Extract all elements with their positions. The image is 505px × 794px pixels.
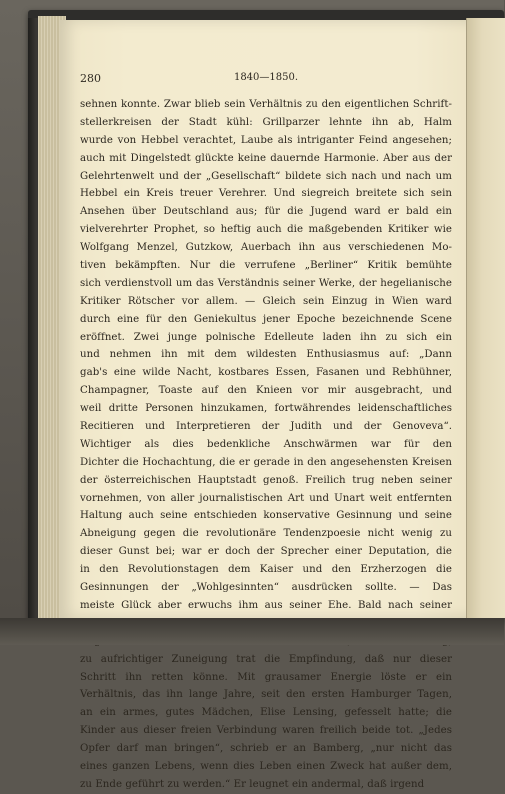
text-line: an ein armes, gutes Mädchen, Elise Lensing, gefesselt hatte; die	[80, 707, 452, 719]
text-line: Gesinnungen der „Wohlgesinnten“ ausdrücken sollte. — Das	[80, 582, 452, 594]
page-number: 280	[80, 72, 101, 85]
text-line: zu Ende geführt zu werden.“ Er leugnet ein andermal, daß irgend	[80, 778, 425, 790]
text-line: Schritt ihn retten könne. Mit grausamer Energie löste er ein	[80, 671, 452, 683]
text-line: Recitieren und Interpretieren der Judith und der Genoveva“.	[80, 421, 452, 433]
text-line: Hebbel ein Kreis treuer Verehrer. Und siegreich breitete sich sein	[80, 188, 452, 200]
text-line: und nehmen ihn mit dem wildesten Enthusiasmus auf: „Dann	[80, 349, 452, 361]
text-line: sich verdienstvoll um das Verständnis seiner Werke, der hegelianische	[80, 277, 452, 289]
text-line: meiste Glück aber erwuchs ihm aus seiner Ehe. Bald nach seiner	[80, 599, 452, 611]
text-line: dieser Gunst bei; war er doch der Sprecher einer Deputation, die	[80, 546, 452, 558]
right-page-edge	[466, 18, 505, 618]
text-line: Verhältnis, das ihn lange Jahre, seit den ersten Hamburger Tagen,	[80, 689, 452, 701]
text-line: Kritiker Rötscher vor allem. — Gleich sein Einzug in Wien ward	[80, 295, 452, 307]
text-line: auch mit Dingelstedt glückte keine dauernde Harmonie. Aber aus der	[80, 152, 452, 164]
text-line: Dichter die Hochachtung, die er gerade in den angesehensten Kreisen	[80, 456, 452, 468]
text-line: durch eine für den Geniekultus jener Epoche bezeichnende Scene	[80, 313, 452, 325]
text-line: Opfer darf man bringen“, schrieb er an Bamberg, „nur nicht das	[80, 743, 452, 755]
text-line: stellerkreisen der Stadt kühl: Grillparzer lehnte ihn ab, Halm	[80, 116, 452, 128]
text-line: eines ganzen Lebens, wenn dies Leben einen Zweck hat außer dem,	[80, 760, 452, 772]
running-head	[80, 72, 452, 86]
text-line: Wolfgang Menzel, Gutzkow, Auerbach ihn aus verschiedenen Mo-	[80, 242, 452, 254]
text-line: Abneigung gegen die revolutionäre Tendenzpoesie nicht wenig zu	[80, 528, 452, 540]
text-line: eröffnet. Zwei junge polnische Edelleute laden ihn zu sich ein	[80, 331, 452, 343]
text-line: zu aufrichtiger Zuneigung trat die Empfindung, daß nur dieser	[80, 653, 452, 665]
text-line: Ansehen über Deutschland aus; für die Jugend ward er bald ein	[80, 206, 452, 218]
text-line: in den Revolutionstagen dem Kaiser und den Erzherzogen die	[80, 564, 452, 576]
text-line: Champagner, Toaste auf den Knieen vor mir ausgebracht, und	[80, 385, 452, 397]
text-line: tiven bekämpften. Nur die verrufene „Berliner“ Kritik bemühte	[80, 260, 452, 272]
text-line: weil dritte Personen hinzukamen, fortwährendes leidenschaftliches	[80, 403, 452, 415]
body-text	[80, 96, 452, 794]
text-line: vornehmen, von aller journalistischen Art und Unart weit entfernten	[80, 492, 452, 504]
table-surface	[0, 618, 504, 645]
text-line: Gelehrtenwelt und der „Gesellschaft“ bildete sich nach und nach um	[80, 170, 452, 182]
text-line: sehnen konnte. Zwar blieb sein Verhältnis zu den eigentlichen Schrift-	[80, 99, 452, 110]
text-line: Kinder aus dieser freien Verbindung waren freilich beide tot. „Jedes	[80, 725, 452, 737]
text-line: gab's eine wilde Nacht, kostbares Essen, Fasanen und Rebhühner,	[80, 367, 452, 379]
text-line: der österreichischen Hauptstadt genoß. Freilich trug neben seiner	[80, 474, 452, 486]
text-line: Haltung auch seine entschieden konservative Gesinnung und seine	[80, 510, 452, 522]
text-line: Wichtiger als dies bedenkliche Anschwärmen war für den	[80, 438, 452, 450]
text-line: vielverehrter Prophet, so heftig auch die maßgebenden Kritiker wie	[80, 224, 452, 236]
text-line: wurde von Hebbel verachtet, Laube als intriganter Feind angesehen;	[80, 134, 452, 146]
running-title: 1840—1850.	[233, 72, 299, 83]
